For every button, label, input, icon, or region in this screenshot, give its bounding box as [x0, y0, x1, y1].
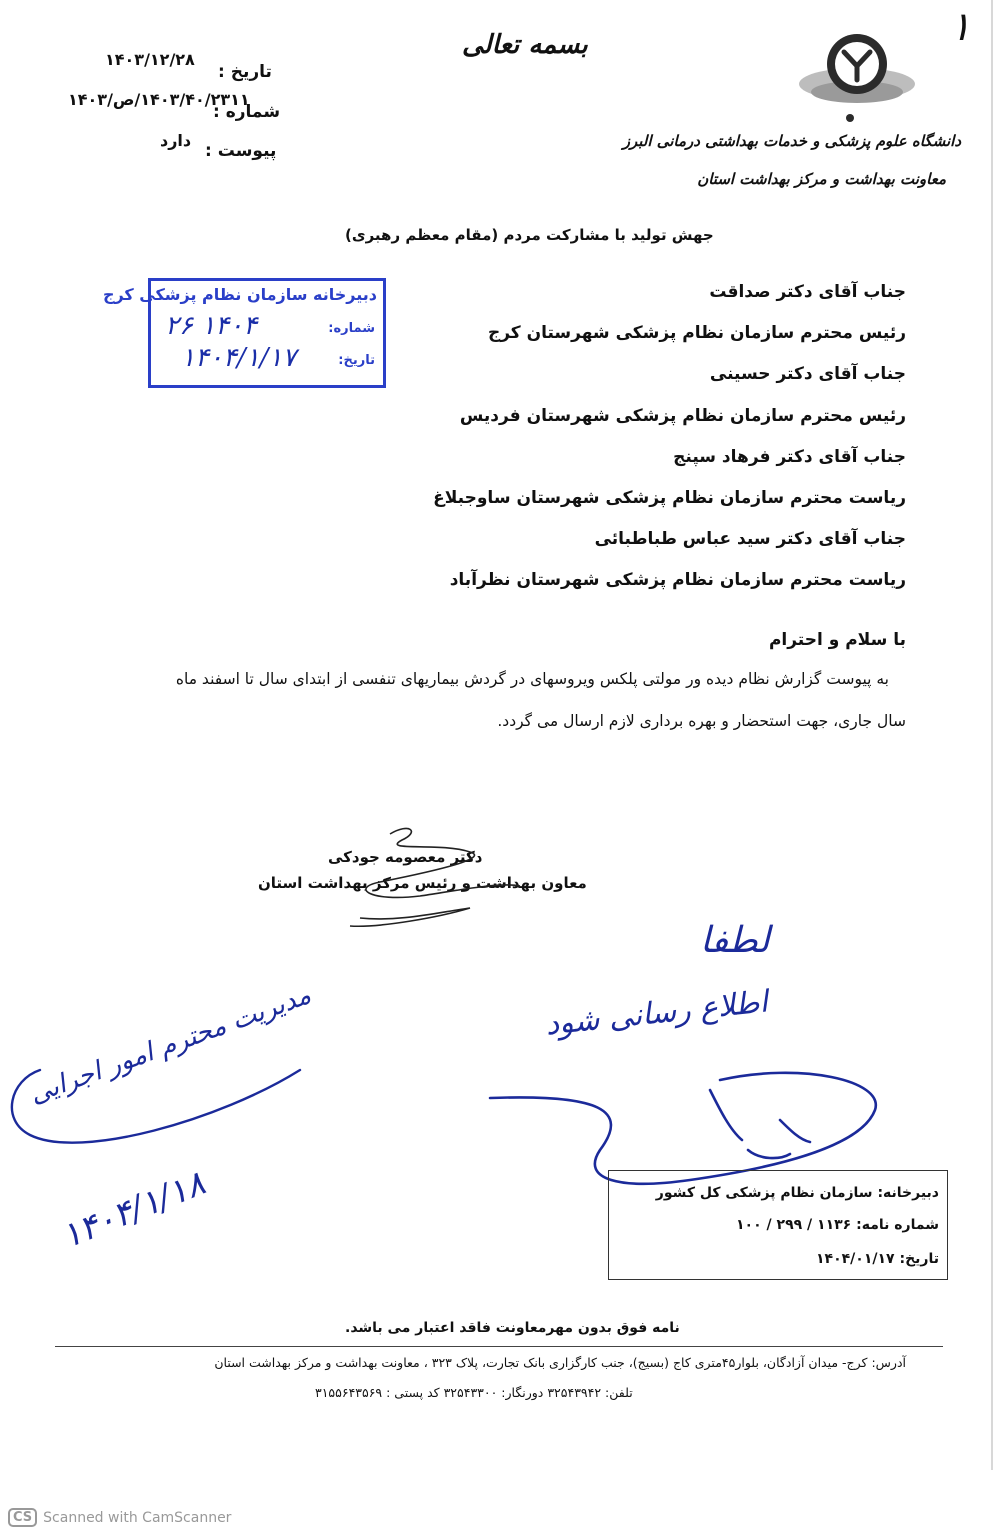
number-label: شماره :: [213, 102, 281, 122]
camscanner-watermark: [8, 1508, 231, 1527]
greeting: با سلام و احترام: [768, 630, 906, 650]
university-logo: [792, 22, 922, 122]
corner-mark: ١: [949, 4, 971, 50]
signatory-title: معاون بهداشت و رئیس مرکز بهداشت استان: [258, 874, 587, 892]
recipient-line-1: جناب آقای دکتر صداقت: [709, 282, 906, 302]
handwritten-note-left: مدیریت محترم امور اجرایی: [25, 980, 315, 1110]
footer-address: آدرس: کرج- میدان آزادگان، بلوار۴۵متری کاج (بسیج)، جنب کارگزاری بانک تجارت، پلاک ۳۲۳ ، معاونت بهداشت و مرکز بهداشت استان: [214, 1355, 906, 1370]
stamp-title: دبیرخانه سازمان نظام پزشکی کرج: [102, 285, 377, 304]
stamp-date-label: تاریخ:: [338, 353, 375, 368]
secretariat-stamp: [102, 278, 386, 388]
recipient-line-8: ریاست محترم سازمان نظام پزشکی شهرستان نظرآباد: [449, 570, 906, 590]
handwritten-note-inform: اطلاع رسانی شود: [543, 984, 770, 1043]
footer-divider: [55, 1346, 943, 1347]
recipient-line-2: رئیس محترم سازمان نظام پزشکی شهرستان کرج: [487, 323, 906, 343]
stamp-date-handwritten: ۱۴۰۴/۱/۱۷: [181, 343, 297, 373]
stamp-number-label: شماره:: [328, 321, 375, 336]
receipt-box: [608, 1170, 948, 1280]
recipient-line-7: جناب آقای دکتر سید عباس طباطبائی: [594, 529, 906, 549]
recipient-line-6: ریاست محترم سازمان نظام پزشکی شهرستان ساوجبلاغ: [433, 488, 906, 508]
blue-scribble-left: [0, 1040, 320, 1180]
attachment-value: دارد: [160, 131, 192, 150]
stamp-number-handwritten: ۱۴۰۴ ۲۶: [165, 311, 258, 341]
body-line-1: به پیوست گزارش نظام دیده ور مولتی پلکس ویروسهای در گردش بیماریهای تنفسی از ابتدای سال تا اسفند ماه: [175, 670, 889, 688]
validity-note: نامه فوق بدون مهرمعاونت فاقد اعتبار می باشد.: [345, 1320, 680, 1336]
handwritten-note-please: لطفا: [700, 920, 770, 961]
signature-scribble: [320, 822, 550, 932]
camscanner-text: Scanned with CamScanner: [43, 1509, 232, 1526]
date-value: ۱۴۰۳/۱۲/۲۸: [105, 50, 195, 69]
org-name-line2: معاونت بهداشت و مرکز بهداشت استان: [697, 170, 946, 188]
handwritten-date-left: ۱۴۰۴/۱/۱۸: [55, 1163, 211, 1257]
recipient-line-3: جناب آقای دکتر حسینی: [709, 364, 906, 384]
footer-contact: تلفن: ۳۲۵۴۳۹۴۲ دورنگار: ۳۲۵۴۳۳۰۰ کد پستی : ۳۱۵۵۶۴۳۵۶۹: [315, 1385, 633, 1400]
signatory-name: دکتر معصومه جودکی: [328, 848, 483, 866]
receipt-date: تاریخ: ۱۴۰۴/۰۱/۱۷: [816, 1251, 939, 1267]
recipient-line-5: جناب آقای دکتر فرهاد سپنج: [673, 447, 906, 467]
camscanner-badge-icon: CS: [8, 1508, 37, 1527]
bismillah: بسمه تعالی: [462, 30, 588, 60]
date-label: تاریخ :: [218, 62, 272, 82]
org-name-line1: دانشگاه علوم پزشکی و خدمات بهداشتی درمانی البرز: [622, 132, 961, 150]
number-value: ۱۴۰۳/۴۰/۲۳۱۱/ص/۱۴۰۳: [68, 90, 250, 109]
body-line-2: سال جاری، جهت استحضار و بهره برداری لازم ارسال می گردد.: [497, 712, 906, 730]
attachment-label: پیوست :: [205, 141, 277, 161]
receipt-office: دبیرخانه: سازمان نظام پزشکی کل کشور: [655, 1185, 939, 1201]
slogan: جهش تولید با مشارکت مردم (مقام معظم رهبری): [345, 226, 714, 244]
page-edge: [991, 0, 993, 1470]
recipient-line-4: رئیس محترم سازمان نظام پزشکی شهرستان فردیس: [459, 406, 906, 426]
receipt-number: شماره نامه: ۱۱۳۶ / ۲۹۹ / ۱۰۰: [736, 1217, 939, 1233]
